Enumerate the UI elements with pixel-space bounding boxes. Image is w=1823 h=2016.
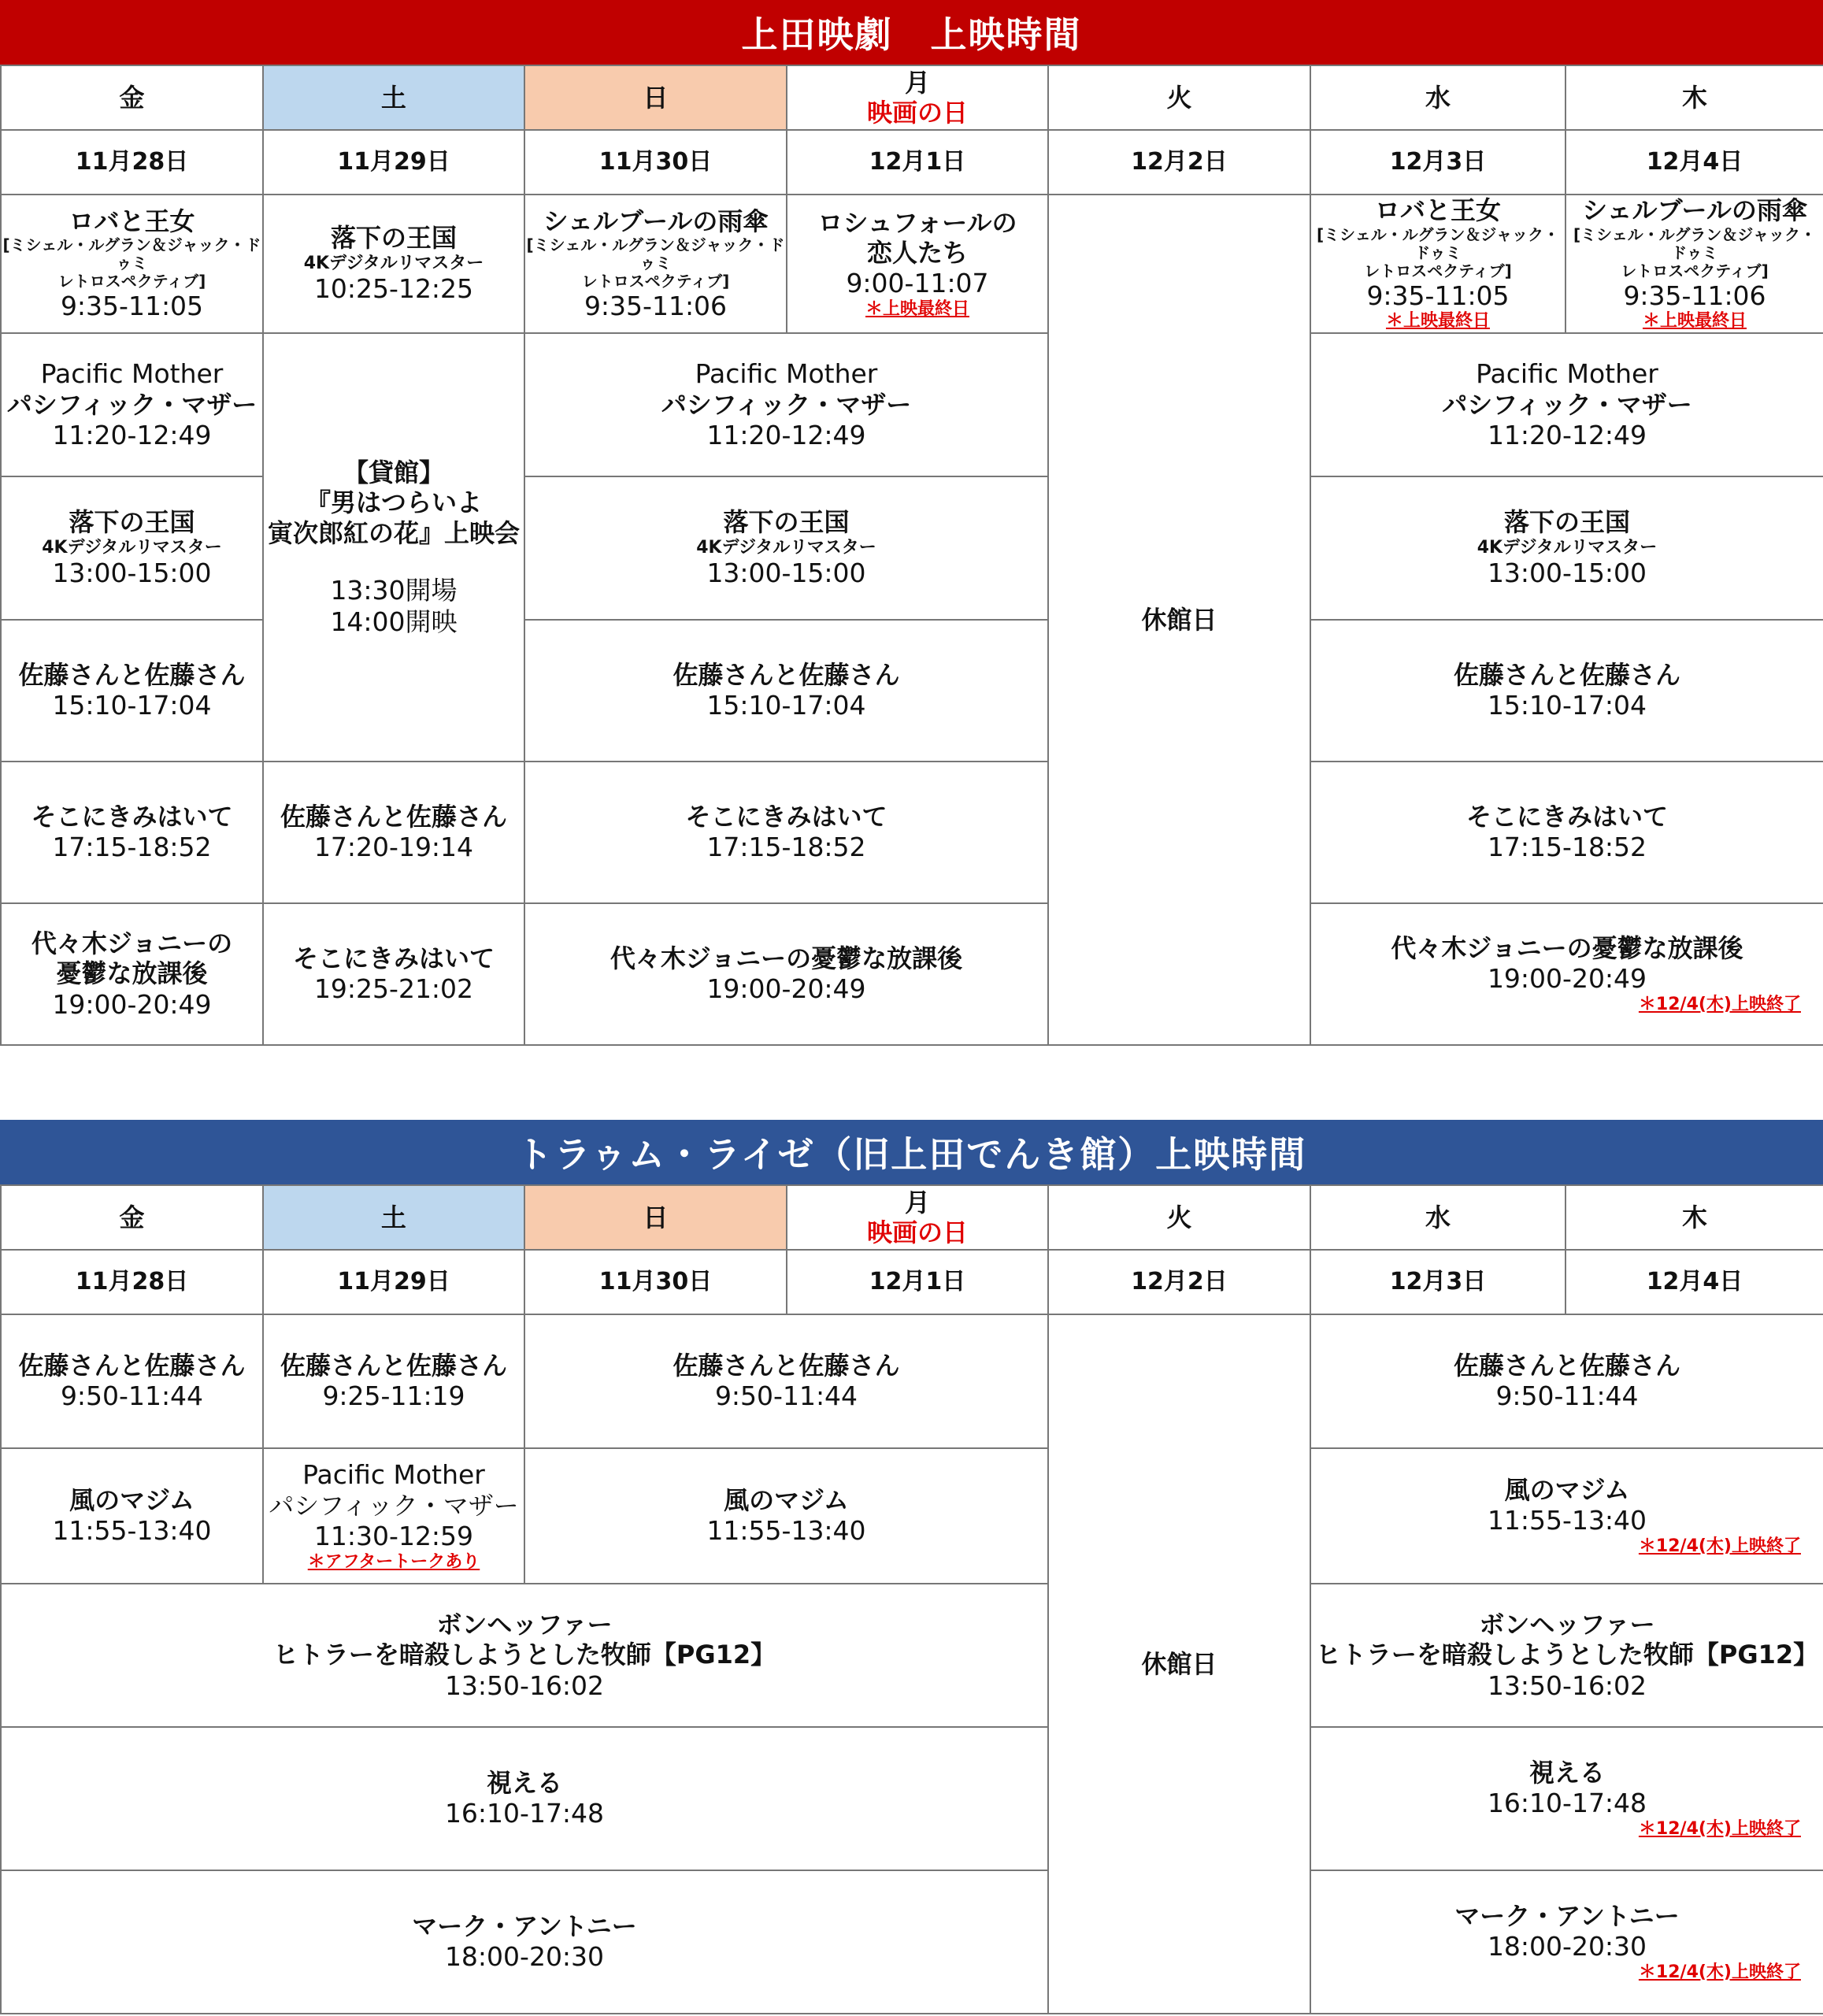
screening-cell: 代々木ジョニーの 憂鬱な放課後 19:00-20:49 xyxy=(1,903,263,1045)
screening-cell: 風のマジム 11:55-13:40 xyxy=(524,1448,1048,1584)
date-cell: 11月29日 xyxy=(263,130,524,195)
screening-cell: Pacific Mother パシフィック・マザー 11:20-12:49 xyxy=(1,333,263,476)
date-cell: 11月30日 xyxy=(524,130,787,195)
last-day-note: ＊上映最終日 xyxy=(1385,311,1490,332)
screening-cell: シェルブールの雨傘 [ミシェル・ルグラン＆ジャック・ドゥミ レトロスペクティブ] 9:35-11:06 xyxy=(524,195,787,333)
screening-cell: 佐藤さんと佐藤さん 15:10-17:04 xyxy=(1310,620,1823,762)
section-traum-reise xyxy=(0,1120,1823,2014)
day-wed: 水 xyxy=(1310,1185,1565,1250)
day-sun: 日 xyxy=(524,65,787,130)
day-mon: 月 映画の日 xyxy=(787,1185,1048,1250)
screening-cell: 佐藤さんと佐藤さん 9:50-11:44 xyxy=(1,1314,263,1448)
screening-cell: マーク・アントニー 18:00-20:30 xyxy=(1,1870,1048,2014)
schedule-table xyxy=(0,1184,1823,2014)
screening-cell: ボンヘッファー ヒトラーを暗殺しようとした牧師【PG12】 13:50-16:02 xyxy=(1,1584,1048,1727)
screening-cell: 風のマジム 11:55-13:40 ＊12/4(木)上映終了 xyxy=(1310,1448,1823,1584)
date-cell: 12月2日 xyxy=(1048,1250,1310,1314)
screening-cell: そこにきみはいて 19:25-21:02 xyxy=(263,903,524,1045)
screening-row xyxy=(1,1584,1823,1727)
date-cell: 12月3日 xyxy=(1310,1250,1565,1314)
screening-cell: マーク・アントニー 18:00-20:30 ＊12/4(木)上映終了 xyxy=(1310,1870,1823,2014)
day-sun: 日 xyxy=(524,1185,787,1250)
screening-cell: そこにきみはいて 17:15-18:52 xyxy=(524,762,1048,903)
day-fri: 金 xyxy=(1,1185,263,1250)
screening-cell: 佐藤さんと佐藤さん 17:20-19:14 xyxy=(263,762,524,903)
screening-cell: 佐藤さんと佐藤さん 9:50-11:44 xyxy=(1310,1314,1823,1448)
date-row xyxy=(1,130,1823,195)
screening-cell: シェルブールの雨傘 [ミシェル・ルグラン＆ジャック・ドゥミ レトロスペクティブ] 9:35-11:06 ＊上映最終日 xyxy=(1565,195,1823,333)
screening-cell: 視える 16:10-17:48 ＊12/4(木)上映終了 xyxy=(1310,1727,1823,1870)
screening-cell: Pacific Mother パシフィック・マザー 11:30-12:59 ＊アフタートークあり xyxy=(263,1448,524,1584)
date-cell: 11月28日 xyxy=(1,130,263,195)
date-cell: 11月29日 xyxy=(263,1250,524,1314)
date-cell: 12月2日 xyxy=(1048,130,1310,195)
day-fri: 金 xyxy=(1,65,263,130)
screening-cell: ロシュフォールの 恋人たち 9:00-11:07 ＊上映最終日 xyxy=(787,195,1048,333)
day-tue: 火 xyxy=(1048,65,1310,130)
closed-day-cell: 休館日 xyxy=(1048,195,1310,1045)
screening-cell: そこにきみはいて 17:15-18:52 xyxy=(1310,762,1823,903)
screening-row xyxy=(1,903,1823,1045)
date-cell: 12月4日 xyxy=(1565,1250,1823,1314)
screening-cell: Pacific Mother パシフィック・マザー 11:20-12:49 xyxy=(524,333,1048,476)
date-cell: 12月4日 xyxy=(1565,130,1823,195)
day-sat: 土 xyxy=(263,65,524,130)
section-title: 上田映劇 上映時間 xyxy=(0,0,1823,65)
end-note: ＊12/4(木)上映終了 xyxy=(1638,1536,1801,1556)
screening-cell: 佐藤さんと佐藤さん 9:25-11:19 xyxy=(263,1314,524,1448)
last-day-note: ＊上映最終日 xyxy=(1642,311,1747,332)
screening-row xyxy=(1,1448,1823,1584)
last-day-note: ＊上映最終日 xyxy=(865,298,969,319)
movie-day-label: 映画の日 xyxy=(866,1217,968,1247)
screening-cell: ボンヘッファー ヒトラーを暗殺しようとした牧師【PG12】 13:50-16:02 xyxy=(1310,1584,1823,1727)
screening-cell: Pacific Mother パシフィック・マザー 11:20-12:49 xyxy=(1310,333,1823,476)
after-talk-note: ＊アフタートークあり xyxy=(307,1551,480,1572)
screening-cell: 風のマジム 11:55-13:40 xyxy=(1,1448,263,1584)
movie-day-label: 映画の日 xyxy=(866,98,968,128)
screening-row xyxy=(1,333,1823,476)
screening-cell: ロバと王女 [ミシェル・ルグラン＆ジャック・ドゥミ レトロスペクティブ] 9:35-11:05 ＊上映最終日 xyxy=(1310,195,1565,333)
screening-cell: 視える 16:10-17:48 xyxy=(1,1727,1048,1870)
date-cell: 11月30日 xyxy=(524,1250,787,1314)
day-row xyxy=(1,65,1823,130)
date-cell: 11月28日 xyxy=(1,1250,263,1314)
day-tue: 火 xyxy=(1048,1185,1310,1250)
screening-cell: 落下の王国 4Kデジタルリマスター 13:00-15:00 xyxy=(1310,476,1823,620)
date-row xyxy=(1,1250,1823,1314)
schedule-table xyxy=(0,65,1823,1046)
screening-cell: 佐藤さんと佐藤さん 15:10-17:04 xyxy=(1,620,263,762)
day-thu: 木 xyxy=(1565,1185,1823,1250)
day-row xyxy=(1,1185,1823,1250)
day-wed: 水 xyxy=(1310,65,1565,130)
screening-cell: そこにきみはいて 17:15-18:52 xyxy=(1,762,263,903)
screening-row xyxy=(1,1314,1823,1448)
screening-cell: ロバと王女 [ミシェル・ルグラン＆ジャック・ドゥミ レトロスペクティブ] 9:35-11:05 xyxy=(1,195,263,333)
screening-row xyxy=(1,1727,1823,1870)
date-cell: 12月1日 xyxy=(787,130,1048,195)
screening-cell: 落下の王国 4Kデジタルリマスター 13:00-15:00 xyxy=(1,476,263,620)
rental-event-cell: 【貸館】 『男はつらいよ 寅次郎紅の花』上映会 13:30開場 14:00開映 xyxy=(263,333,524,762)
screening-cell: 佐藤さんと佐藤さん 9:50-11:44 xyxy=(524,1314,1048,1448)
date-cell: 12月3日 xyxy=(1310,130,1565,195)
end-note: ＊12/4(木)上映終了 xyxy=(1638,1962,1801,1982)
screening-cell: 代々木ジョニーの憂鬱な放課後 19:00-20:49 ＊12/4(木)上映終了 xyxy=(1310,903,1823,1045)
screening-cell: 代々木ジョニーの憂鬱な放課後 19:00-20:49 xyxy=(524,903,1048,1045)
screening-cell: 落下の王国 4Kデジタルリマスター 13:00-15:00 xyxy=(524,476,1048,620)
screening-row xyxy=(1,195,1823,333)
day-mon: 月 映画の日 xyxy=(787,65,1048,130)
end-note: ＊12/4(木)上映終了 xyxy=(1638,994,1801,1014)
date-cell: 12月1日 xyxy=(787,1250,1048,1314)
closed-day-cell: 休館日 xyxy=(1048,1314,1310,2014)
day-sat: 土 xyxy=(263,1185,524,1250)
screening-row xyxy=(1,762,1823,903)
screening-row xyxy=(1,1870,1823,2014)
section-title: トラゥム・ライゼ（旧上田でんき館）上映時間 xyxy=(0,1120,1823,1184)
screening-cell: 落下の王国 4Kデジタルリマスター 10:25-12:25 xyxy=(263,195,524,333)
day-thu: 木 xyxy=(1565,65,1823,130)
end-note: ＊12/4(木)上映終了 xyxy=(1638,1818,1801,1839)
screening-cell: 佐藤さんと佐藤さん 15:10-17:04 xyxy=(524,620,1048,762)
